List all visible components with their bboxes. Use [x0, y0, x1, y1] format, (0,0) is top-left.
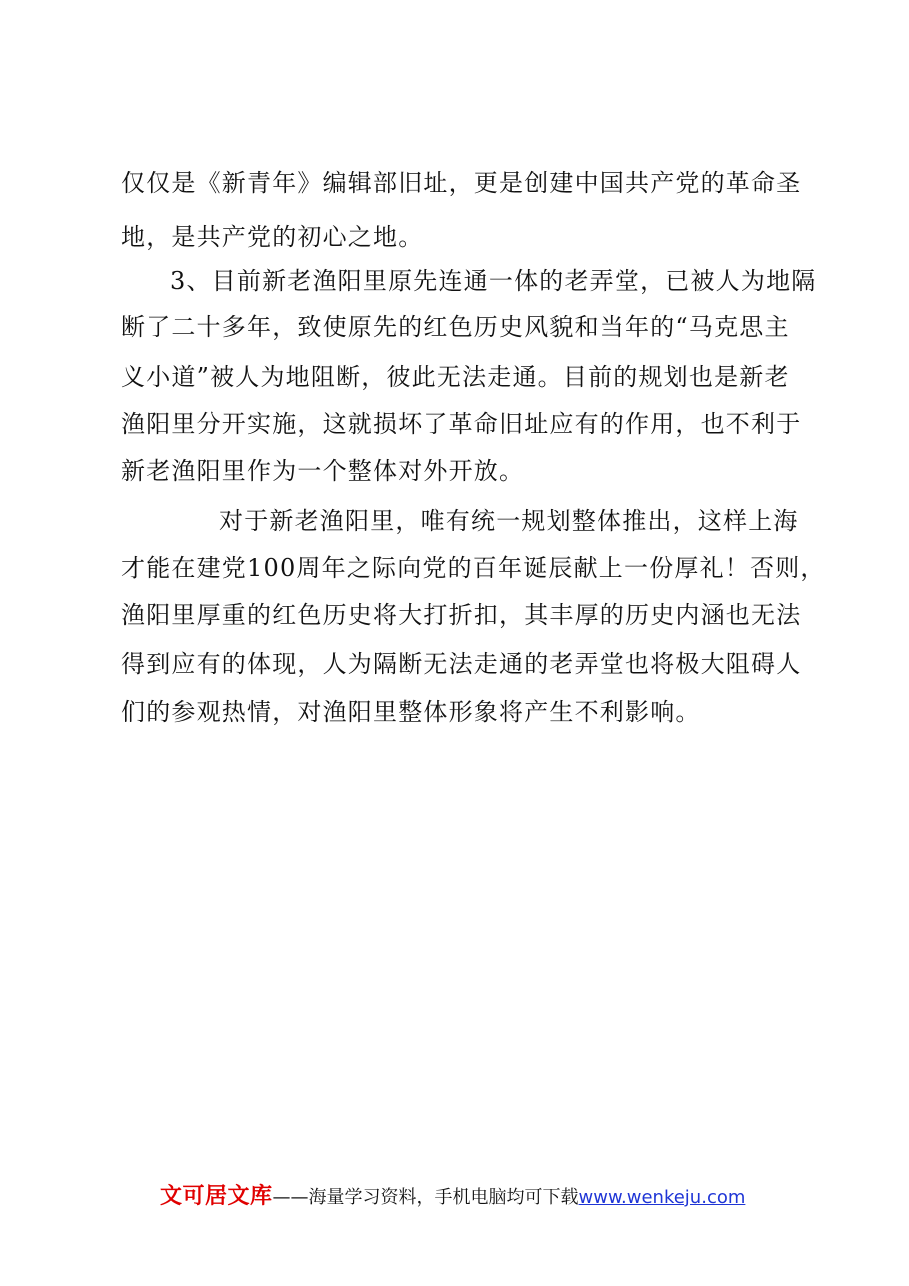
paragraph-line: 地，是共产党的初心之地。	[121, 223, 424, 251]
footer-slogan: ——海量学习资料，手机电脑均可下载	[272, 1187, 579, 1208]
footer	[160, 1182, 745, 1212]
paragraph-line: 对于新老渔阳里，唯有统一规划整体推出，这样上海	[219, 507, 799, 535]
paragraph-line: 3、目前新老渔阳里原先连通一体的老弄堂，已被人为地隔	[170, 267, 817, 295]
paragraph-line: 新老渔阳里作为一个整体对外开放。	[121, 457, 525, 485]
paragraph-line: 们的参观热情，对渔阳里整体形象将产生不利影响。	[121, 698, 701, 726]
paragraph-line: 得到应有的体现，人为隔断无法走通的老弄堂也将极大阻碍人	[121, 650, 802, 678]
paragraph-line: 渔阳里厚重的红色历史将大打折扣，其丰厚的历史内涵也无法	[121, 601, 802, 629]
paragraph-line: 义小道”被人为地阻断，彼此无法走通。目前的规划也是新老	[121, 363, 790, 391]
footer-brand: 文可居文库	[160, 1184, 273, 1209]
paragraph-line: 渔阳里分开实施，这就损坏了革命旧址应有的作用，也不利于	[121, 410, 802, 438]
footer-website-link[interactable]: www.wenkeju.com	[578, 1187, 746, 1208]
paragraph-line: 仅仅是《新青年》编辑部旧址，更是创建中国共产党的革命圣	[121, 169, 802, 197]
paragraph-line: 才能在建党100周年之际向党的百年诞辰献上一份厚礼！否则，	[121, 554, 826, 582]
paragraph-line: 断了二十多年，致使原先的红色历史风貌和当年的“马克思主	[121, 313, 790, 341]
